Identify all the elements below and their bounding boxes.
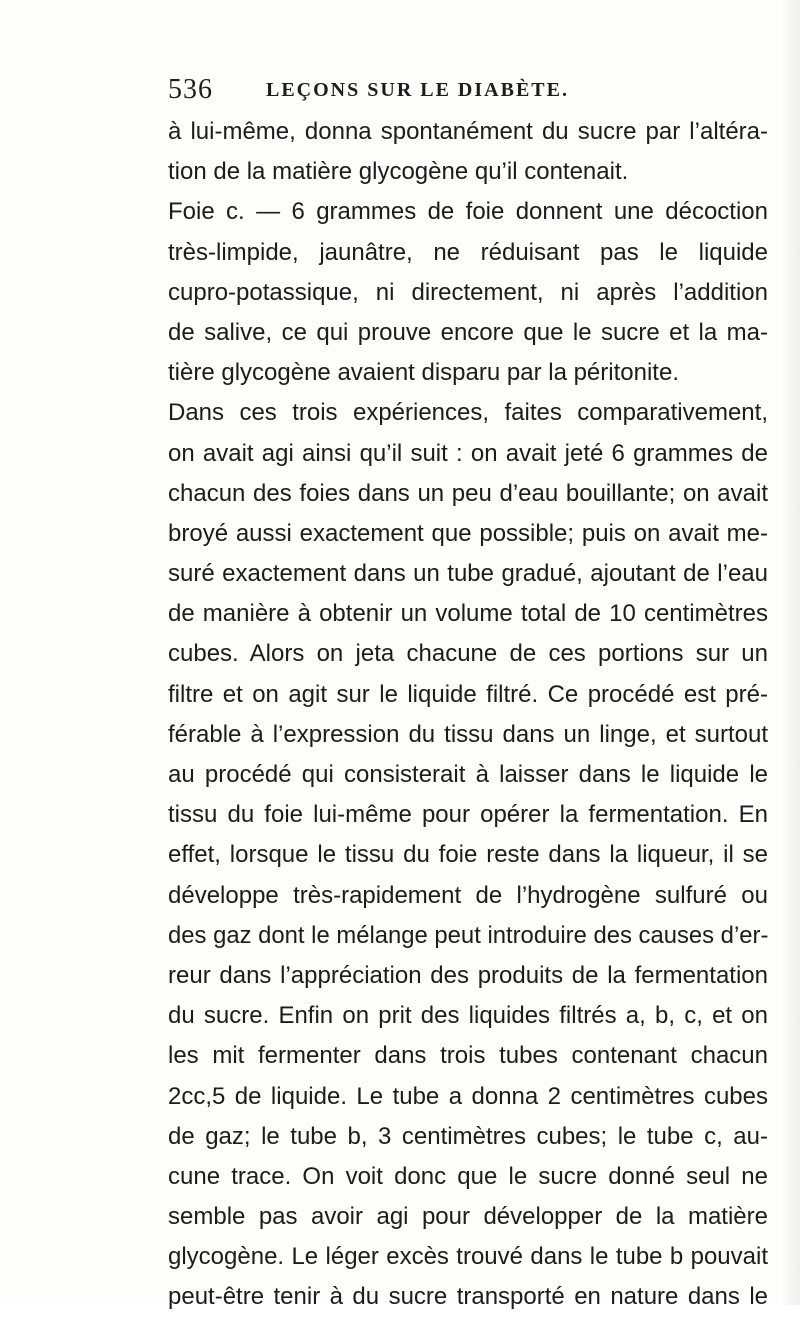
- page-header: [168, 74, 768, 110]
- text-line: Foie c. — 6 grammes de foie donnent une décoction: [168, 198, 768, 226]
- text-line: férable à l’expression du tissu dans un linge, et surtout: [168, 720, 768, 748]
- text-line: glycogène. Le léger excès trouvé dans le tube b pouvait: [168, 1243, 768, 1271]
- text-line: de manière à obtenir un volume total de 10 centimètres: [168, 600, 768, 628]
- text-line: de gaz; le tube b, 3 centimètres cubes; le tube c, au-: [168, 1122, 768, 1150]
- text-line: broyé aussi exactement que possible; puis on avait me-: [168, 519, 768, 547]
- text-line: très-limpide, jaunâtre, ne réduisant pas le liquide: [168, 238, 768, 266]
- page-edge-shadow: [782, 0, 800, 1305]
- text-line: des gaz dont le mélange peut introduire des causes d’er-: [168, 921, 769, 949]
- text-line: développe très-rapidement de l’hydrogène sulfuré ou: [168, 881, 768, 909]
- text-line: on avait agi ainsi qu’il suit : on avait jeté 6 grammes de: [168, 439, 768, 467]
- text-line: à lui-même, donna spontanément du sucre par l’altéra-: [168, 118, 768, 145]
- text-line: les mit fermenter dans trois tubes contenant chacun: [168, 1042, 768, 1070]
- text-line: chacun des foies dans un peu d’eau bouillante; on avait: [168, 479, 768, 507]
- page-number: 536: [168, 74, 213, 105]
- text-line: peut-être tenir à du sucre transporté en nature dans le: [168, 1283, 768, 1311]
- text-line: 2cc,5 de liquide. Le tube a donna 2 centimètres cubes: [168, 1082, 768, 1110]
- text-line: effet, lorsque le tissu du foie reste dans la liqueur, il se: [168, 841, 768, 869]
- text-line: reur dans l’appréciation des produits de la fermentation: [168, 961, 768, 989]
- text-line: cubes. Alors on jeta chacune de ces portions sur un: [168, 640, 768, 668]
- text-line: du sucre. Enfin on prit des liquides filtrés a, b, c, et on: [168, 1002, 768, 1030]
- text-line: tissu du foie lui-même pour opérer la fermentation. En: [168, 801, 768, 829]
- text-line: cupro-potassique, ni directement, ni après l’addition: [168, 278, 768, 306]
- text-line: tière glycogène avaient disparu par la péritonite.: [168, 359, 679, 387]
- text-line: filtre et on agit sur le liquide filtré. Ce procédé est pré-: [168, 680, 768, 708]
- text-line: suré exactement dans un tube gradué, ajoutant de l’eau: [168, 560, 768, 588]
- text-line: au procédé qui consisterait à laisser dans le liquide le: [168, 761, 768, 788]
- running-title: LEÇONS SUR LE DIABÈTE.: [266, 79, 569, 101]
- text-line: cune trace. On voit donc que le sucre donné seul ne: [168, 1162, 768, 1190]
- body-text: [168, 112, 768, 1318]
- text-line: semble pas avoir agi pour développer de la matière: [168, 1203, 768, 1231]
- text-line: de salive, ce qui prouve encore que le sucre et la ma-: [168, 318, 768, 346]
- text-line: Dans ces trois expériences, faites comparativement,: [168, 399, 768, 427]
- text-line: tion de la matière glycogène qu’il contenait.: [168, 158, 629, 186]
